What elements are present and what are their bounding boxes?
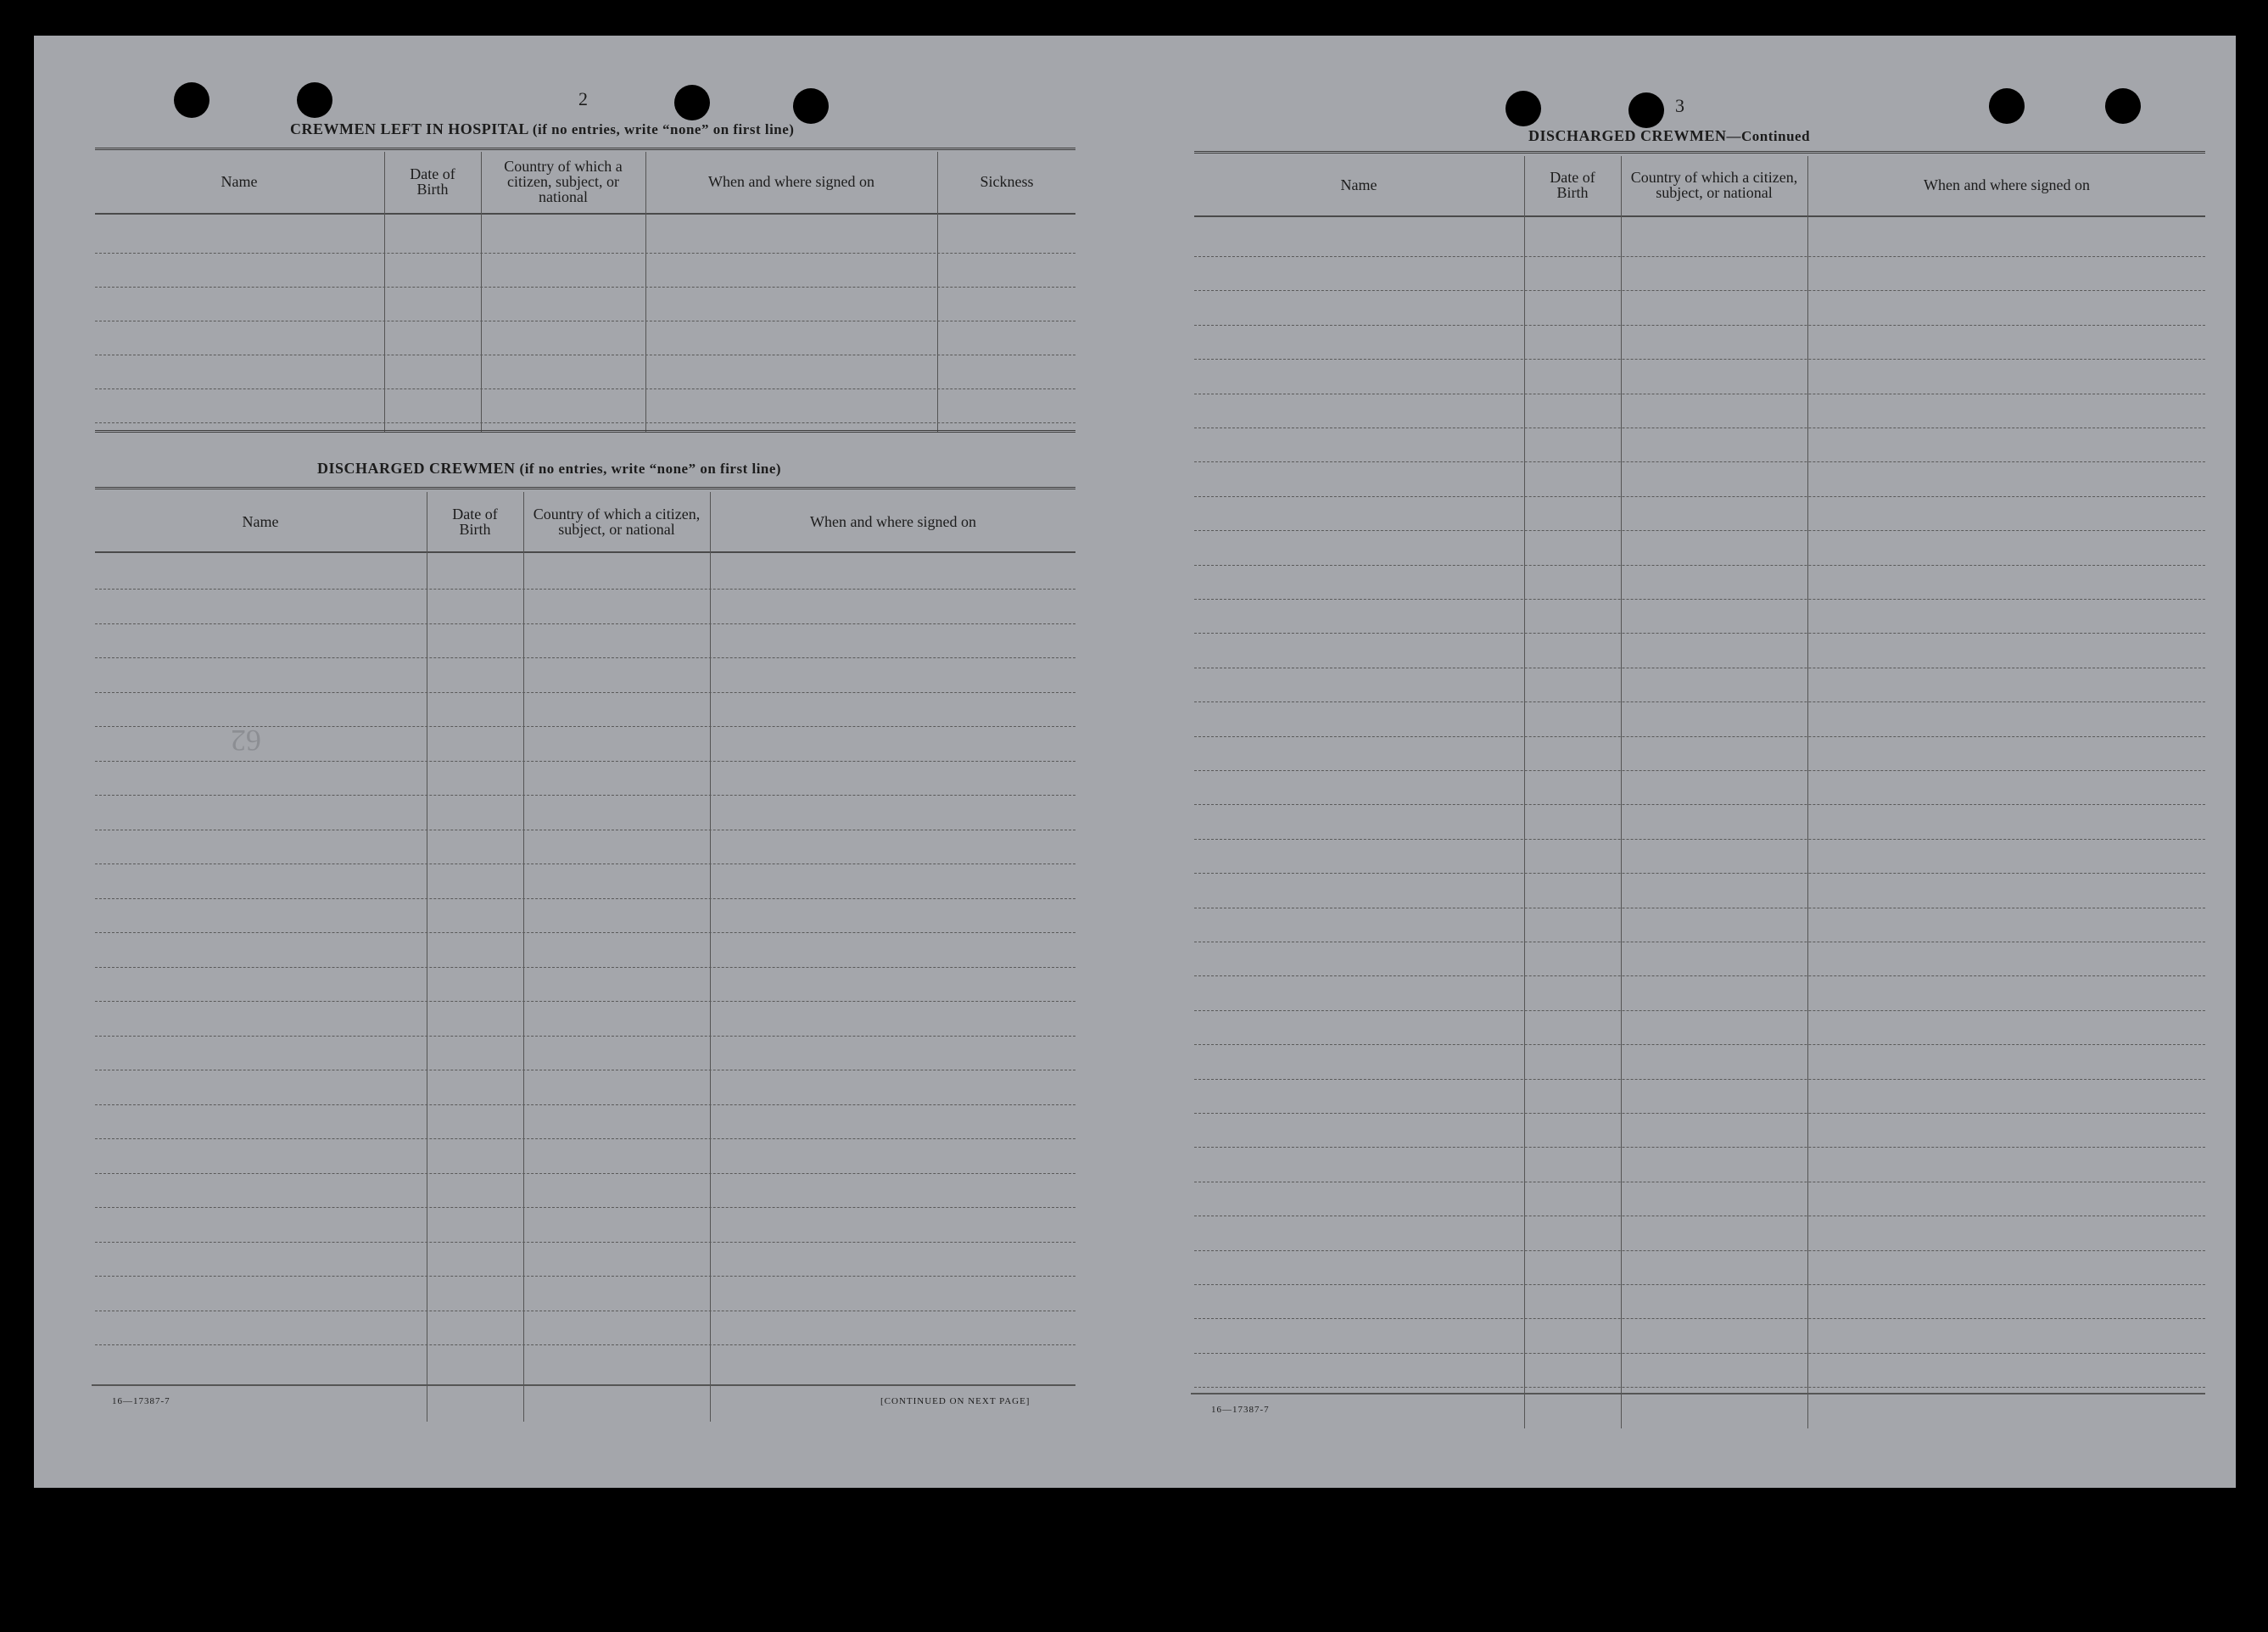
form-number: 16—17387-7 [112, 1396, 170, 1406]
entry-line [1194, 256, 2205, 257]
form-number: 16—17387-7 [1211, 1405, 1270, 1415]
entry-line [1194, 1318, 2205, 1319]
document-sheet [34, 36, 2236, 1488]
entry-line [1194, 1353, 2205, 1354]
punch-hole [1989, 88, 2025, 124]
discharged-instruction: (if no entries, write “none” on first line) [519, 461, 782, 477]
discharged-continued-title [1528, 127, 1810, 145]
entry-line [1194, 325, 2205, 326]
entry-line [95, 898, 1075, 899]
entry-line [95, 692, 1075, 693]
hospital-entry-line [95, 287, 1075, 288]
entry-line [95, 1173, 1075, 1174]
discharged-col-dob: Date of Birth [452, 506, 498, 538]
punch-hole [297, 82, 332, 118]
discharged-col-signed: When and where signed on [810, 513, 976, 530]
hospital-entry-line [95, 253, 1075, 254]
discharged-header-rule [95, 551, 1075, 553]
entry-line [1194, 701, 2205, 702]
right-col-country: Country of which a citizen, subject, or national [1630, 169, 1798, 201]
hospital-divider [481, 152, 482, 432]
discharged-title-text: DISCHARGED CREWMEN [317, 460, 516, 477]
discharged-continued-text: DISCHARGED CREWMEN [1528, 127, 1727, 144]
hospital-section-title [290, 120, 794, 138]
entry-line [1194, 496, 2205, 497]
hospital-divider [384, 152, 385, 432]
entry-line [95, 623, 1075, 624]
stamp-number: 62 [231, 724, 261, 757]
hospital-divider [937, 152, 938, 432]
entry-line [95, 1207, 1075, 1208]
right-col-dob: Date of Birth [1550, 169, 1595, 201]
entry-line [1194, 1010, 2205, 1011]
entry-line [95, 1276, 1075, 1277]
punch-hole [174, 82, 209, 118]
entry-line [95, 967, 1075, 968]
entry-line [1194, 736, 2205, 737]
discharged-divider [523, 492, 524, 1422]
entry-line [1194, 565, 2205, 566]
entry-line [1194, 633, 2205, 634]
entry-line [1194, 770, 2205, 771]
entry-line [95, 657, 1075, 658]
entry-line [1194, 461, 2205, 462]
entry-line [1194, 1113, 2205, 1114]
entry-line [1194, 1284, 2205, 1285]
hospital-col-signed: When and where signed on [708, 173, 874, 190]
right-header-rule [1194, 215, 2205, 217]
punch-hole [1505, 91, 1541, 126]
entry-line [95, 589, 1075, 590]
page-number: 2 [578, 88, 588, 109]
discharged-section-title [317, 460, 781, 478]
right-divider [1621, 156, 1622, 1428]
right-divider [1807, 156, 1808, 1428]
entry-line [1194, 359, 2205, 360]
punch-hole [674, 85, 710, 120]
punch-hole [793, 88, 829, 124]
entry-line [1194, 599, 2205, 600]
hospital-top-rule [95, 148, 1075, 150]
entry-line [1194, 530, 2205, 531]
entry-line [95, 1344, 1075, 1345]
left-bottom-rule [92, 1384, 1075, 1386]
page-number: 3 [1675, 95, 1684, 116]
right-bottom-rule [1191, 1393, 2205, 1394]
right-col-name: Name [1340, 176, 1377, 193]
entry-line [95, 1242, 1075, 1243]
hospital-col-country: Country of which a citizen, subject, or national [504, 158, 623, 205]
entry-line [95, 761, 1075, 762]
entry-line [95, 1138, 1075, 1139]
continued-note: [CONTINUED ON NEXT PAGE] [880, 1396, 1031, 1406]
hospital-divider [645, 152, 646, 432]
hospital-col-name: Name [221, 173, 258, 190]
hospital-title-text: CREWMEN LEFT IN HOSPITAL [290, 120, 528, 137]
hospital-header-rule [95, 213, 1075, 215]
entry-line [1194, 1044, 2205, 1045]
punch-hole [2105, 88, 2141, 124]
hospital-col-dob: Date of Birth [410, 165, 455, 198]
entry-line [1194, 1079, 2205, 1080]
entry-line [1194, 1387, 2205, 1388]
entry-line [95, 1104, 1075, 1105]
entry-line [1194, 839, 2205, 840]
hospital-col-sickness: Sickness [980, 173, 1034, 190]
entry-line [1194, 873, 2205, 874]
hospital-bottom-rule [95, 430, 1075, 433]
entry-line [95, 795, 1075, 796]
discharged-top-rule [95, 487, 1075, 489]
right-top-rule [1194, 151, 2205, 154]
entry-line [95, 1001, 1075, 1002]
entry-line [1194, 1147, 2205, 1148]
punch-hole [1628, 92, 1664, 128]
discharged-col-country: Country of which a citizen, subject, or national [533, 506, 701, 538]
entry-line [1194, 804, 2205, 805]
discharged-divider [710, 492, 711, 1422]
continued-suffix: —Continued [1726, 128, 1811, 144]
entry-line [95, 932, 1075, 933]
discharged-col-name: Name [242, 513, 279, 530]
right-divider [1524, 156, 1525, 1428]
hospital-instruction: (if no entries, write “none” on first line) [532, 121, 795, 137]
entry-line [1194, 1250, 2205, 1251]
hospital-entry-line [95, 388, 1075, 389]
entry-line [1194, 290, 2205, 291]
entry-line [95, 1036, 1075, 1037]
entry-line [1194, 975, 2205, 976]
hospital-entry-line [95, 422, 1075, 423]
right-col-signed: When and where signed on [1924, 176, 2090, 193]
